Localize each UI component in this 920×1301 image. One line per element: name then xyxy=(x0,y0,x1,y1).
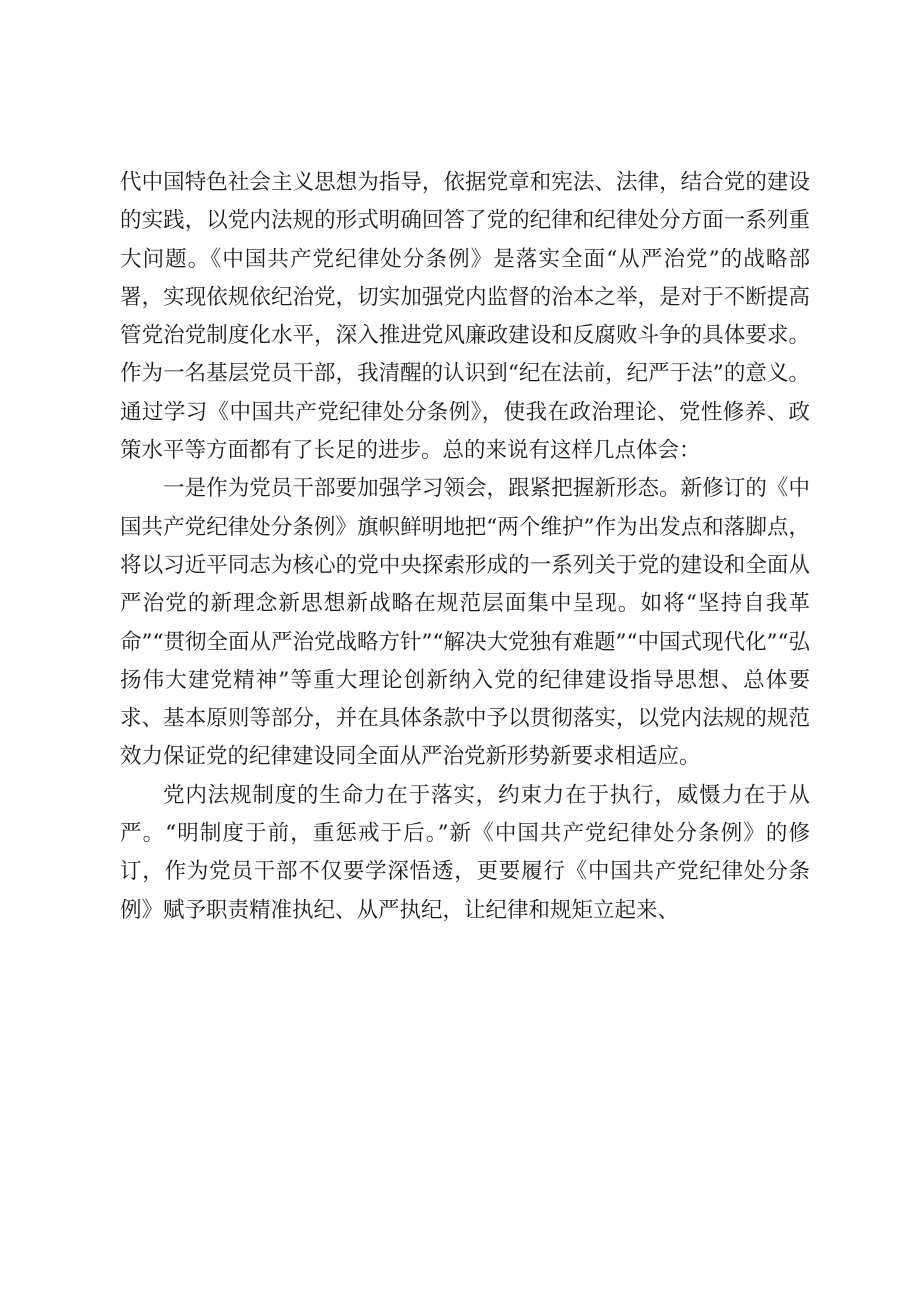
paragraph-3: 党内法规制度的生命力在于落实，约束力在于执行，威慑力在于从严。“明制度于前，重惩戒于后。”新《中国共产党纪律处分条例》的修订，作为党员干部不仅要学深悟透，更要履行《中国共产党纪律处分条例》赋予职责精准执纪、从严执纪，让纪律和规矩立起来、 xyxy=(120,782,810,923)
body-text xyxy=(120,164,810,930)
paragraph-1: 代中国特色社会主义思想为指导，依据党章和宪法、法律，结合党的建设的实践，以党内法规的形式明确回答了党的纪律和纪律处分方面一系列重大问题。《中国共产党纪律处分条例》是落实全面“从严治党”的战略部署，实现依规依纪治党，切实加强党内监督的治本之举，是对于不断提高管党治党制度化水平，深入推进党风廉政建设和反腐败斗争的具体要求。作为一名基层党员干部，我清醒的认识到“纪在法前，纪严于法”的意义。通过学习《中国共产党纪律处分条例》，使我在政治理论、党性修养、政策水平等方面都有了长足的进步。总的来说有这样几点体会： xyxy=(120,170,810,464)
paragraph-2: 一是作为党员干部要加强学习领会，跟紧把握新形态。新修订的《中国共产党纪律处分条例》旗帜鲜明地把“两个维护”作为出发点和落脚点，将以习近平同志为核心的党中央探索形成的一系列关于党的建设和全面从严治党的新理念新思想新战略在规范层面集中呈现。如将“坚持自我革命”“贯彻全面从严治党战略方针”“解决大党独有难题”“中国式现代化”“弘扬伟大建党精神”等重大理论创新纳入党的纪律建设指导思想、总体要求、基本原则等部分，并在具体条款中予以贯彻落实，以党内法规的规范效力保证党的纪律建设同全面从严治党新形势新要求相适应。 xyxy=(120,476,810,770)
